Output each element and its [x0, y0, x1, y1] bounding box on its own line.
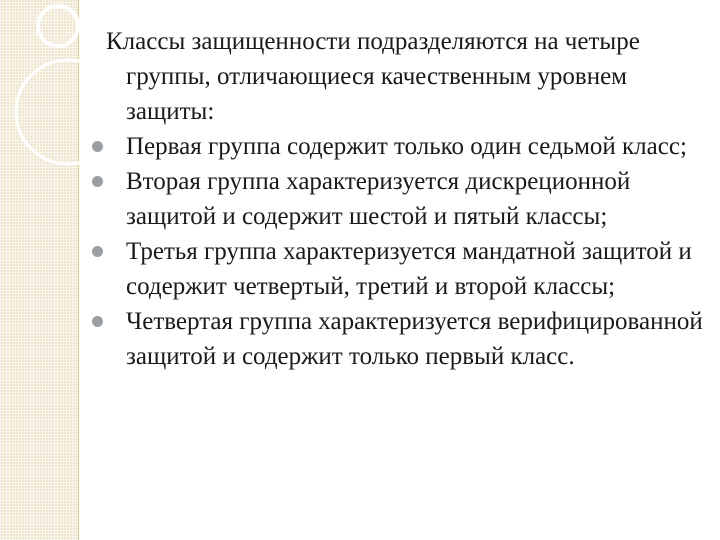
bullet-item [106, 164, 704, 234]
bullet-icon [92, 176, 103, 187]
slide-content [106, 24, 704, 374]
bullet-text: Первая группа содержит только один седьмой класс; [126, 133, 687, 160]
decorative-circle-large [16, 60, 120, 164]
bullet-item [106, 129, 704, 164]
bullet-icon [92, 141, 103, 152]
bullet-text: Четвертая группа характеризуется верифицированной защитой и содержит только первый класс. [126, 308, 703, 370]
bullet-icon [92, 316, 103, 327]
bullet-item [106, 234, 704, 304]
bullet-list [106, 129, 704, 374]
bullet-icon [92, 246, 103, 257]
bullet-item [106, 304, 704, 374]
bullet-text: Вторая группа характеризуется дискреционной защитой и содержит шестой и пятый классы; [126, 168, 631, 230]
decorative-circle-small [38, 6, 78, 46]
decorative-circles [0, 0, 120, 200]
bullet-text: Третья группа характеризуется мандатной защитой и содержит четвертый, третий и второй классы; [126, 238, 692, 300]
intro-paragraph: Классы защищенности подразделяются на четыре группы, отличающиеся качественным уровнем защиты: [106, 28, 640, 125]
